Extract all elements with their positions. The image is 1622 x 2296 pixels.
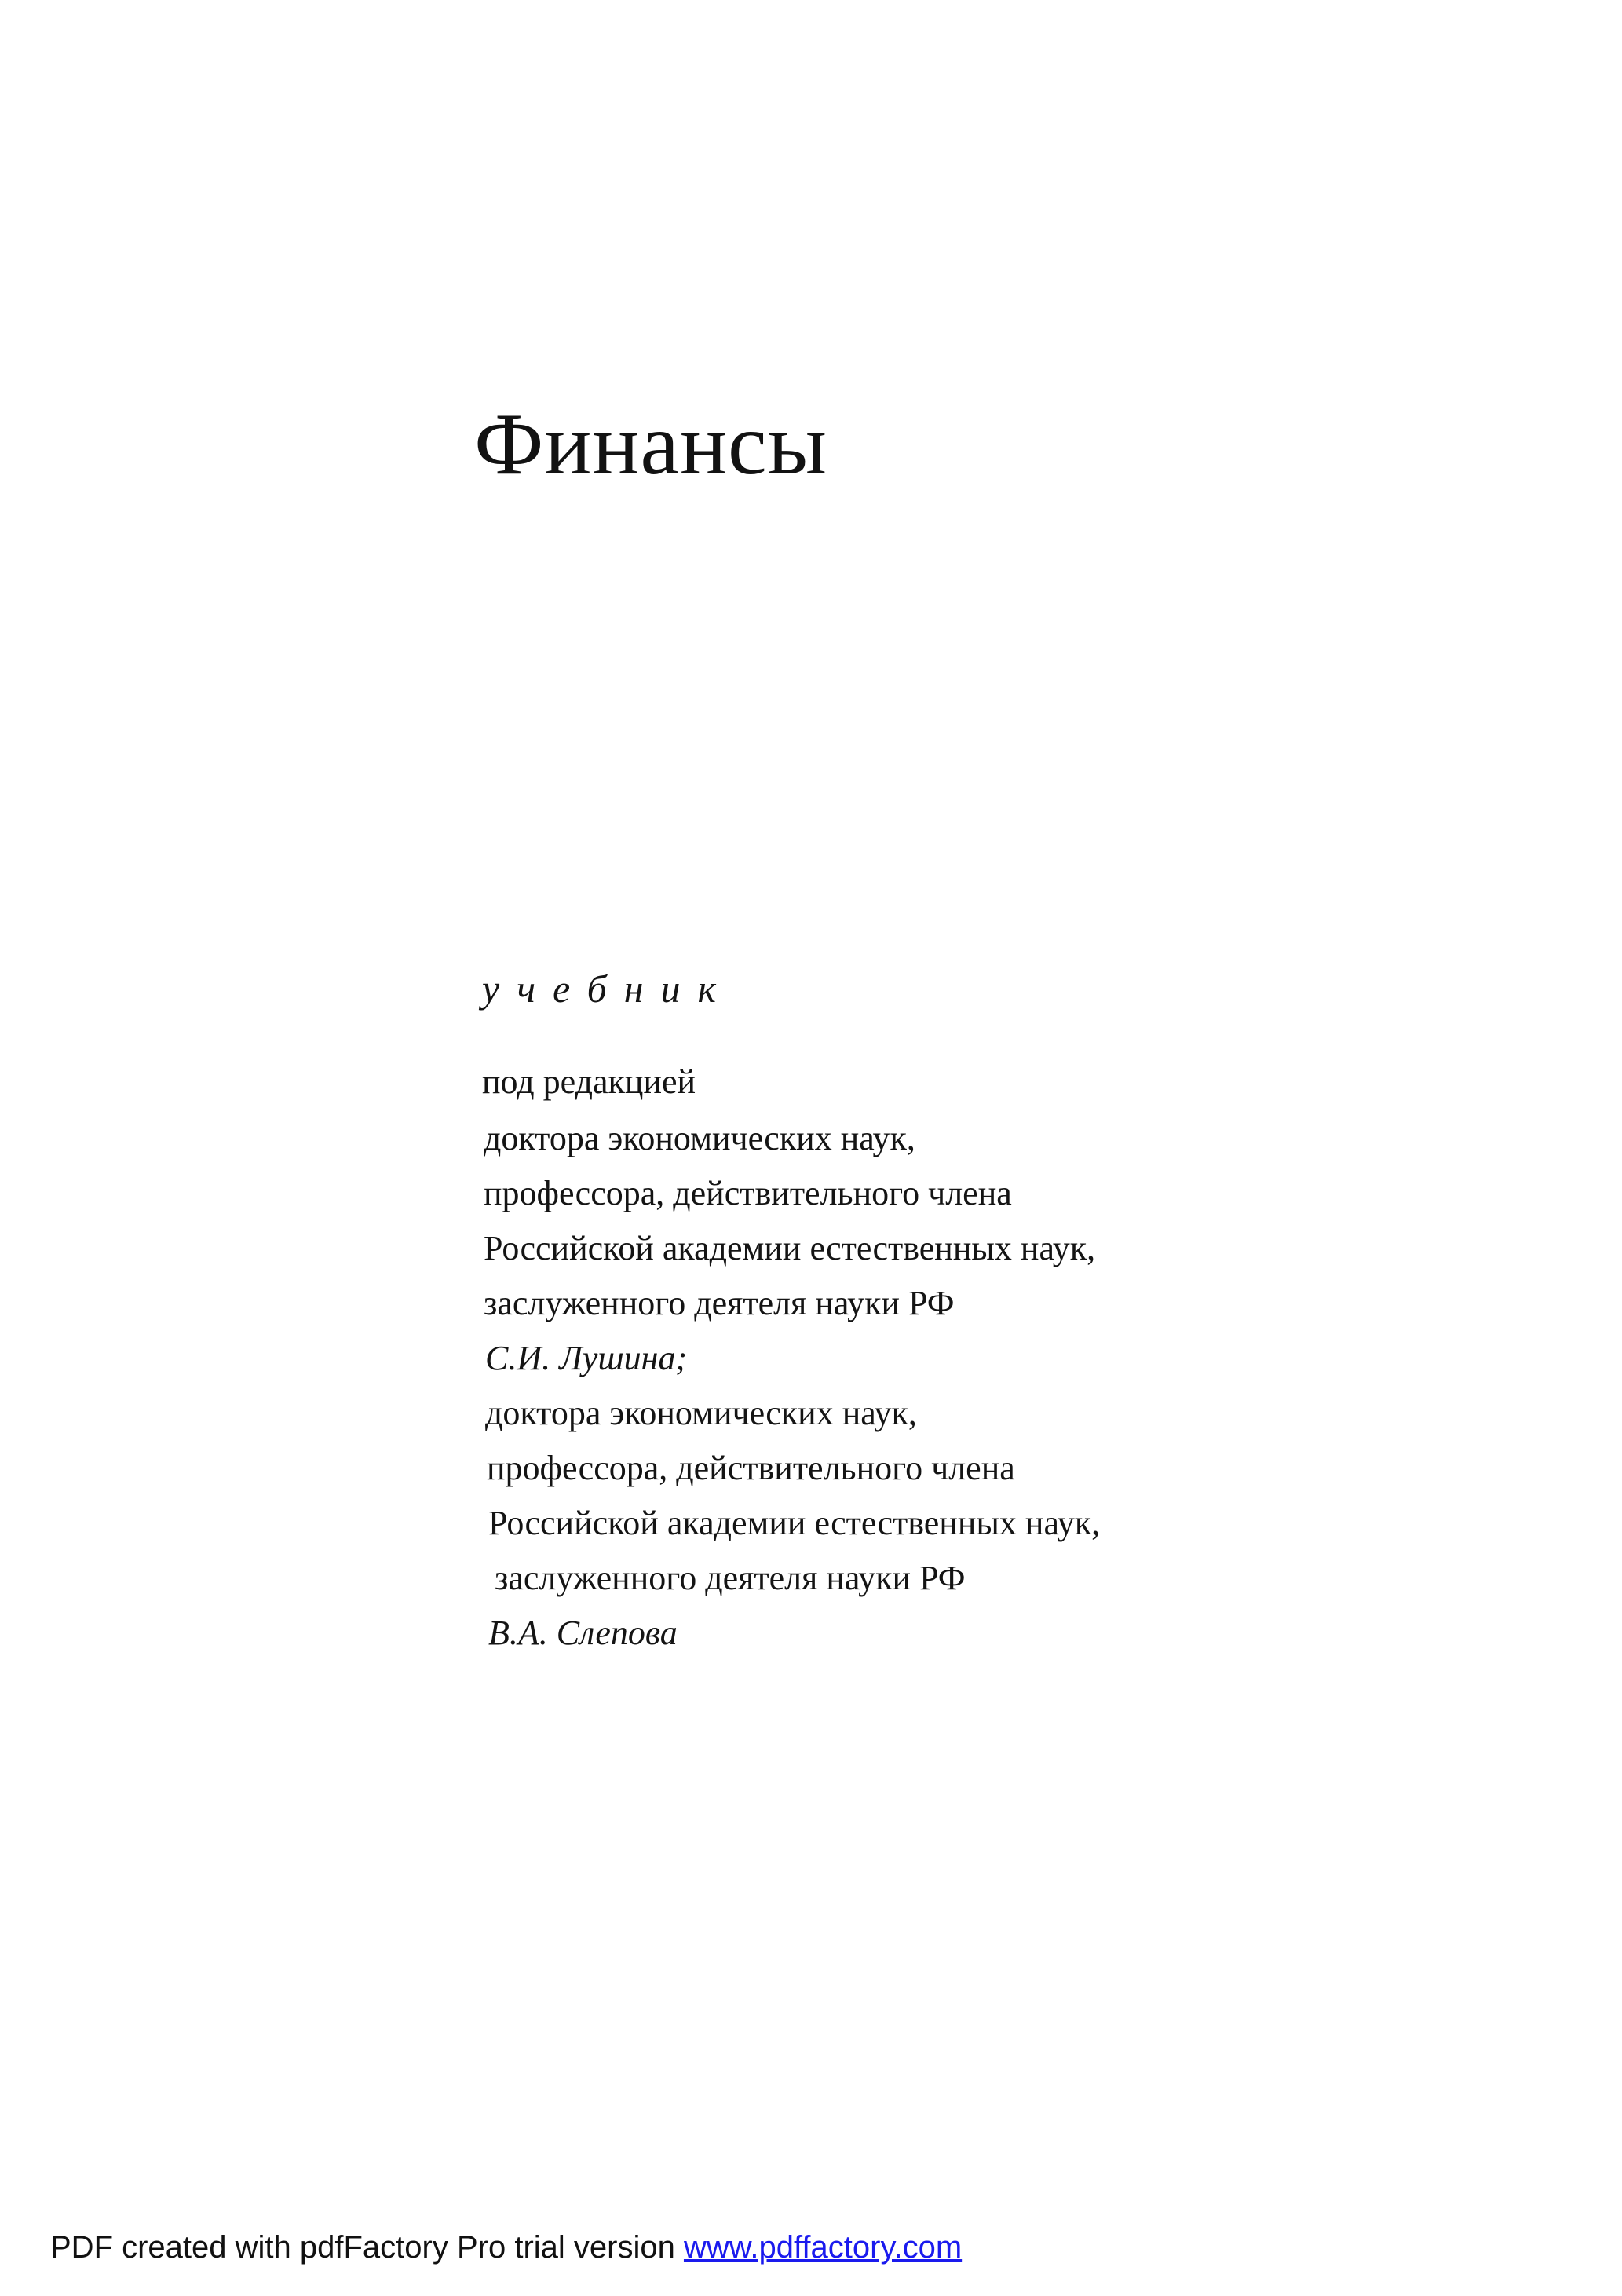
editor-1-degree: доктора экономических наук, <box>484 1119 915 1157</box>
editors-intro: под редакцией <box>482 1062 696 1101</box>
editor-2-academy: Российской академии естественных наук, <box>488 1504 1101 1542</box>
book-title: Финансы <box>474 396 827 493</box>
editor-2-name: В.А. Слепова <box>488 1614 678 1652</box>
editor-2-position: профессора, действительного члена <box>487 1449 1015 1487</box>
document-type-label: учебник <box>482 967 733 1011</box>
editor-1-name: С.И. Лушина; <box>485 1339 688 1377</box>
editor-1-academy: Российской академии естественных наук, <box>484 1229 1096 1267</box>
pdf-footer <box>50 2232 962 2263</box>
pdf-footer-text: PDF created with pdfFactory Pro trial version <box>50 2230 684 2265</box>
editor-2-degree: доктора экономических наук, <box>485 1394 917 1432</box>
pdffactory-link[interactable]: www.pdffactory.com <box>683 2230 963 2265</box>
editor-1-honor: заслуженного деятеля науки РФ <box>484 1284 955 1322</box>
editor-1-position: профессора, действительного члена <box>484 1174 1012 1212</box>
editor-2-honor: заслуженного деятеля науки РФ <box>495 1559 966 1597</box>
